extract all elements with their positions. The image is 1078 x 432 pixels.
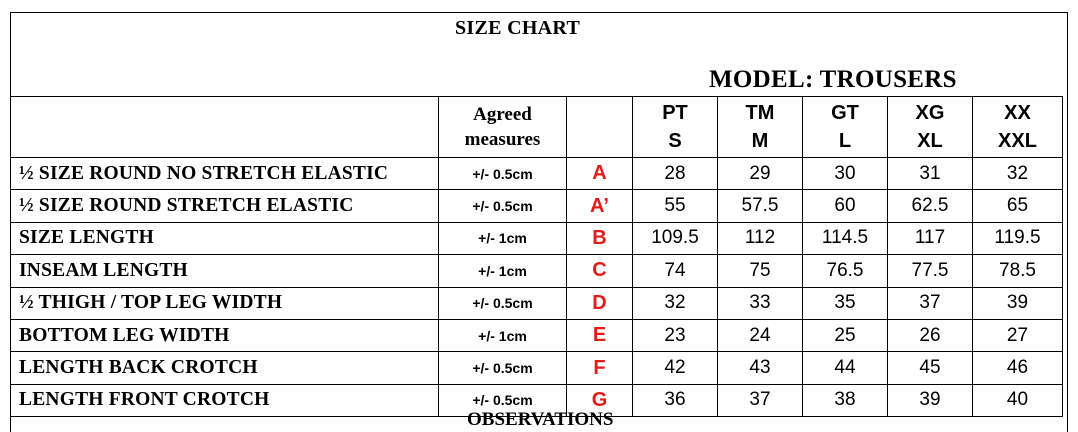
header-row (11, 97, 1063, 158)
tolerance-cell: +/- 0.5cm (439, 352, 567, 384)
size-value-cell: 117 (888, 222, 973, 254)
measurement-label: LENGTH BACK CROTCH (11, 352, 439, 384)
size-value-cell: 42 (633, 352, 718, 384)
size-value-cell: 43 (718, 352, 803, 384)
measurement-row (11, 287, 1063, 319)
agreed-line-1: Agreed (473, 104, 532, 125)
measurement-code: D (567, 287, 633, 319)
size-value-cell: 28 (633, 158, 718, 190)
size-value-cell: 30 (803, 158, 888, 190)
measurement-label: ½ SIZE ROUND STRETCH ELASTIC (11, 190, 439, 222)
size-value-cell: 76.5 (803, 255, 888, 287)
observations-label: OBSERVATIONS (467, 409, 614, 430)
size-value-cell: 37 (718, 384, 803, 416)
size-value-cell: 75 (718, 255, 803, 287)
size-header-xxl (973, 97, 1063, 158)
size-code-top: XG (915, 102, 945, 124)
size-value-cell: 31 (888, 158, 973, 190)
measurement-row (11, 190, 1063, 222)
size-code-bottom: M (751, 130, 769, 152)
size-value-cell: 44 (803, 352, 888, 384)
model-name: MODEL: TROUSERS (709, 66, 957, 93)
size-value-cell: 26 (888, 319, 973, 351)
tolerance-cell: +/- 0.5cm (439, 287, 567, 319)
size-value-cell: 62.5 (888, 190, 973, 222)
size-value-cell: 27 (973, 319, 1063, 351)
size-header-m (718, 97, 803, 158)
measurement-code: C (567, 255, 633, 287)
tolerance-cell: +/- 0.5cm (439, 190, 567, 222)
tolerance-cell: +/- 1cm (439, 319, 567, 351)
size-value-cell: 32 (973, 158, 1063, 190)
measurement-label: ½ THIGH / TOP LEG WIDTH (11, 287, 439, 319)
size-value-cell: 65 (973, 190, 1063, 222)
size-value-cell: 23 (633, 319, 718, 351)
tolerance-cell: +/- 0.5cm (439, 384, 567, 416)
measurement-label: INSEAM LENGTH (11, 255, 439, 287)
size-code-bottom: XL (917, 130, 943, 152)
size-chart-table (10, 96, 1063, 417)
size-value-cell: 39 (888, 384, 973, 416)
size-header-l (803, 97, 888, 158)
header-label-cell (11, 97, 439, 158)
size-code-top: TM (745, 102, 775, 124)
size-value-cell: 55 (633, 190, 718, 222)
size-code-bottom: L (838, 130, 852, 152)
measurement-row (11, 319, 1063, 351)
size-value-cell: 35 (803, 287, 888, 319)
size-value-cell: 29 (718, 158, 803, 190)
size-value-cell: 74 (633, 255, 718, 287)
size-value-cell: 40 (973, 384, 1063, 416)
tolerance-cell: +/- 1cm (439, 222, 567, 254)
size-value-cell: 32 (633, 287, 718, 319)
header-code-cell (567, 97, 633, 158)
size-value-cell: 119.5 (973, 222, 1063, 254)
size-value-cell: 37 (888, 287, 973, 319)
measurement-code: F (567, 352, 633, 384)
measurement-row (11, 352, 1063, 384)
size-value-cell: 25 (803, 319, 888, 351)
measurement-label: BOTTOM LEG WIDTH (11, 319, 439, 351)
size-value-cell: 36 (633, 384, 718, 416)
size-value-cell: 60 (803, 190, 888, 222)
measurement-row (11, 222, 1063, 254)
size-value-cell: 78.5 (973, 255, 1063, 287)
size-value-cell: 114.5 (803, 222, 888, 254)
size-code-bottom: S (668, 130, 682, 152)
measurement-code: G (567, 384, 633, 416)
size-value-cell: 77.5 (888, 255, 973, 287)
size-value-cell: 109.5 (633, 222, 718, 254)
measurement-code: A (567, 158, 633, 190)
size-value-cell: 45 (888, 352, 973, 384)
measurement-row (11, 158, 1063, 190)
size-header-s (633, 97, 718, 158)
chart-title: SIZE CHART (455, 17, 581, 39)
tolerance-cell: +/- 0.5cm (439, 158, 567, 190)
size-code-top: XX (1004, 102, 1031, 124)
measurement-label: SIZE LENGTH (11, 222, 439, 254)
size-value-cell: 24 (718, 319, 803, 351)
size-code-bottom: XXL (998, 130, 1037, 152)
size-value-cell: 33 (718, 287, 803, 319)
measurement-row (11, 255, 1063, 287)
size-code-top: GT (831, 102, 859, 124)
size-header-xl (888, 97, 973, 158)
size-value-cell: 46 (973, 352, 1063, 384)
measurement-code: B (567, 222, 633, 254)
measurement-label: LENGTH FRONT CROTCH (11, 384, 439, 416)
size-value-cell: 39 (973, 287, 1063, 319)
agreed-line-2: measures (464, 129, 541, 150)
size-code-top: PT (662, 102, 688, 124)
measurement-code: A’ (567, 190, 633, 222)
measurement-label: ½ SIZE ROUND NO STRETCH ELASTIC (11, 158, 439, 190)
size-value-cell: 38 (803, 384, 888, 416)
tolerance-cell: +/- 1cm (439, 255, 567, 287)
size-value-cell: 112 (718, 222, 803, 254)
measurement-code: E (567, 319, 633, 351)
size-value-cell: 57.5 (718, 190, 803, 222)
agreed-measures-header (439, 97, 567, 158)
